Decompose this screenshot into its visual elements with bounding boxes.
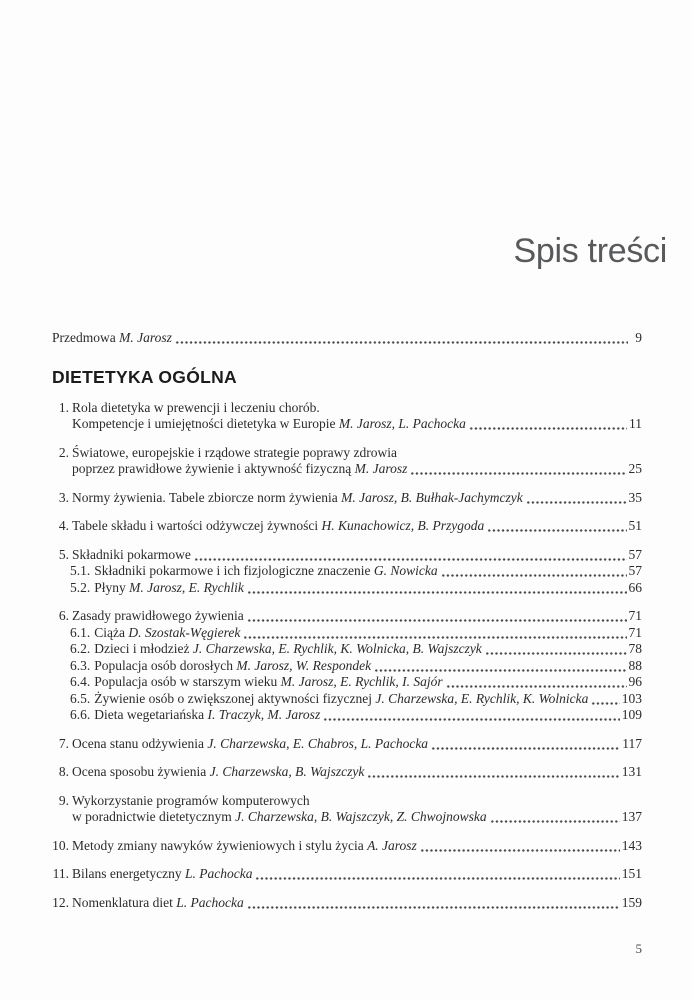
entry-final-line [94,563,642,580]
dot-leader [420,849,620,852]
entry-number: 6.5. [70,690,91,706]
entry-text: Normy żywienia. Tabele zbiorcze norm żywienia [72,489,342,505]
entry-text: Przedmowa [52,330,120,345]
entry-page-number: 66 [628,579,642,595]
entry-text: Wykorzystanie programów komputerowych [72,792,310,808]
entry-final-line [72,895,642,912]
dot-leader [485,652,627,655]
dot-leader [255,877,619,880]
entry-text: Ocena stanu odżywienia [72,735,208,751]
toc-entries [52,400,642,912]
entry-number: 8. [58,764,69,779]
entry-page-number: 51 [628,518,642,533]
entry-final-line [72,547,642,564]
entry-page-number: 88 [628,657,642,673]
entry-page-number: 103 [621,690,642,706]
author-names: J. Charzewska, B. Wajszczyk, Z. Chwojnowska [235,809,487,824]
toc-content [52,0,642,911]
entry-number: 6.3. [70,657,91,673]
dot-leader [441,574,627,577]
entry-text: poprzez prawidłowe żywienie i aktywność fizyczną [72,461,355,476]
entry-page-number: 35 [628,489,642,505]
author-names: M. Jarosz, L. Pachocka [338,416,466,431]
entry-number: 2. [58,444,69,460]
entry-text: Ocena sposobu żywienia [72,764,210,779]
entry-line [72,445,642,462]
author-names: A. Jarosz [367,837,417,853]
entry-final-line [72,764,642,781]
dot-leader [490,820,620,823]
dot-leader [323,718,620,721]
entry-page-number: 117 [622,735,642,751]
author-names: M. Jarosz [119,330,172,345]
toc-entry [52,764,642,781]
entry-page-number: 9 [635,330,642,345]
entry-line [72,400,642,417]
dot-leader [194,558,627,561]
toc-entry [52,707,642,724]
entry-final-line [94,641,642,658]
dot-leader [175,341,628,344]
author-names: L. Pachocka [184,866,253,881]
entry-number: 4. [58,518,69,533]
entry-text: Populacja osób dorosłych [94,657,237,673]
toc-entry [52,330,642,347]
toc-entry [52,580,642,597]
entry-text: Nomenklatura diet [72,894,177,910]
toc-entry [52,674,642,691]
toc-entry [52,563,642,580]
author-names: L. Pachocka [176,894,244,910]
dot-leader [410,472,626,475]
dot-leader [247,591,627,594]
entry-page-number: 109 [621,707,642,722]
dot-leader [469,427,627,430]
entry-final-line [94,658,642,675]
author-names: M. Jarosz, B. Bułhak-Jachymczyk [341,489,523,505]
dot-leader [526,501,627,504]
entry-final-line [72,736,642,753]
entry-page-number: 57 [628,563,642,578]
entry-text: Populacja osób w starszym wieku [94,674,281,689]
entry-number: 5.2. [70,579,91,595]
author-names: H. Kunachowicz, B. Przygoda [321,518,485,533]
entry-number: 6.6. [70,707,91,722]
entry-number: 6. [58,608,69,623]
entry-number: 5.1. [70,563,91,578]
dot-leader [247,906,620,909]
entry-final-line [94,674,642,691]
entry-text: Bilans energetyczny [72,866,185,881]
dot-leader [591,702,619,705]
entry-text: Metody zmiany nawyków żywieniowych i stylu życia [72,837,368,853]
dot-leader [487,529,626,532]
entry-text: Rola dietetyka w prewencji i leczeniu chorób. [72,399,320,415]
entry-number: 3. [58,489,69,505]
toc-entry [52,866,642,883]
entry-text: Kompetencje i umiejętności dietetyka w Europie [72,416,339,431]
toc-entry [52,895,642,912]
entry-text: Światowe, europejskie i rządowe strategie poprawy zdrowia [72,444,398,460]
dot-leader [247,619,627,622]
toc-entry [52,608,642,625]
toc-entry [52,490,642,507]
entry-text: Składniki pokarmowe i ich fizjologiczne znaczenie [94,563,374,578]
entry-text: w poradnictwie dietetycznym [72,809,236,824]
dot-leader [431,747,620,750]
author-names: J. Charzewska, E. Rychlik, K. Wolnicka, B. Wajszczyk [192,641,482,656]
entry-page-number: 78 [628,641,642,656]
entry-page-number: 57 [628,546,642,562]
entry-line [72,793,642,810]
entry-final-line [52,330,642,347]
entry-page-number: 137 [621,809,642,824]
entry-number: 10. [52,837,69,853]
toc-entry [52,838,642,855]
toc-entry [52,400,642,433]
toc-entry [52,547,642,564]
entry-final-line [72,838,642,855]
entry-final-line [72,809,642,826]
author-names: M. Jarosz, W. Respondek [236,657,372,673]
toc-entry [52,736,642,753]
author-names: M. Jarosz, E. Rychlik, I. Sajór [280,674,443,689]
dot-leader [446,685,627,688]
entry-final-line [72,416,642,433]
entry-number: 6.1. [70,624,91,640]
entry-number: 6.4. [70,674,91,689]
toc-entry [52,658,642,675]
entry-page-number: 71 [628,608,642,623]
entry-page-number: 151 [621,866,642,881]
section-heading: DIETETYKA OGÓLNA [52,366,237,387]
page-footer-number: 5 [635,941,642,956]
toc-entry [52,518,642,535]
entry-text: Ciąża [94,624,129,640]
page-title: Spis treści [513,232,667,270]
entry-page-number: 131 [621,764,642,779]
dot-leader [374,669,626,672]
author-names: M. Jarosz, E. Rychlik [129,579,244,595]
entry-text: Tabele składu i wartości odżywczej żywności [72,518,322,533]
toc-entry [52,641,642,658]
author-names: I. Traczyk, M. Jarosz [207,707,321,722]
entry-page-number: 25 [628,461,642,476]
entry-final-line [72,461,642,478]
entry-final-line [72,490,642,507]
entry-text: Dieta wegetariańska [94,707,208,722]
entry-text: Płyny [94,579,130,595]
author-names: M. Jarosz [354,461,408,476]
entry-number: 7. [58,735,69,751]
entry-final-line [72,866,642,883]
entry-final-line [94,707,642,724]
entry-number: 6.2. [70,641,91,656]
entry-number: 11. [52,866,69,881]
dot-leader [367,775,619,778]
entry-final-line [72,518,642,535]
toc-entry [52,691,642,708]
entry-text: Zasady prawidłowego żywienia [72,608,244,623]
entry-text: Dzieci i młodzież [94,641,193,656]
author-names: J. Charzewska, E. Chabros, L. Pachocka [207,735,429,751]
dot-leader [243,636,626,639]
toc-entry [52,445,642,478]
author-names: J. Charzewska, B. Wajszczyk [209,764,365,779]
entry-number: 5. [58,546,69,562]
entry-final-line [94,625,642,642]
entry-number: 9. [58,792,69,808]
entry-number: 1. [58,399,69,415]
toc-preface [52,330,642,347]
entry-page-number: 159 [621,894,642,910]
author-names: D. Szostak-Węgierek [128,624,241,640]
entry-page-number: 11 [629,416,642,431]
entry-number: 12. [52,894,69,910]
author-names: J. Charzewska, E. Rychlik, K. Wolnicka [375,690,589,706]
entry-final-line [94,580,642,597]
entry-text: Składniki pokarmowe [72,546,191,562]
toc-entry [52,625,642,642]
entry-page-number: 96 [628,674,642,689]
entry-page-number: 71 [628,624,642,640]
toc-entry [52,793,642,826]
entry-page-number: 143 [621,837,642,853]
entry-text: Żywienie osób o zwiększonej aktywności fizycznej [94,690,376,706]
entry-final-line [94,691,642,708]
author-names: G. Nowicka [373,563,438,578]
entry-final-line [72,608,642,625]
